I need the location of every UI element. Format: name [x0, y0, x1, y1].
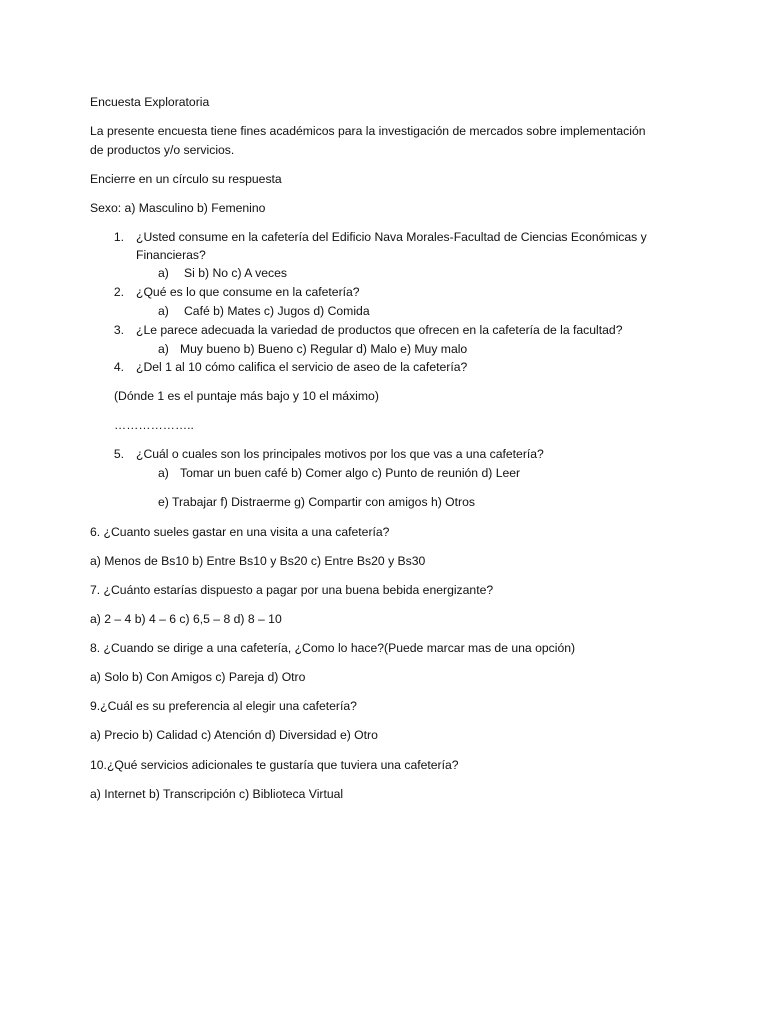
instruction-text: Encierre en un círculo su respuesta	[90, 172, 282, 186]
q1-text-line-2: Financieras?	[136, 248, 206, 262]
intro-line-2: de productos y/o servicios.	[90, 143, 235, 157]
q7-answers: a) 2 – 4 b) 4 – 6 c) 6,5 – 8 d) 8 – 10	[90, 612, 282, 626]
q3-number: 3.	[113, 323, 124, 337]
q2-text: ¿Qué es lo que consume en la cafetería?	[136, 285, 360, 299]
q2-number: 2.	[113, 285, 124, 299]
q4-number: 4.	[113, 360, 124, 374]
q9-answers: a) Precio b) Calidad c) Atención d) Diversidad e) Otro	[90, 728, 378, 742]
q8-text: 8. ¿Cuando se dirige a una cafetería, ¿Como lo hace?(Puede marcar mas de una opción)	[90, 641, 576, 655]
q2-option-letter: a)	[158, 304, 169, 318]
q2-options: Café b) Mates c) Jugos d) Comida	[184, 304, 370, 318]
q5-text: ¿Cuál o cuales son los principales motivos por los que vas a una cafetería?	[136, 447, 544, 461]
q1-options: Si b) No c) A veces	[184, 266, 287, 280]
intro-line-1: La presente encuesta tiene fines académicos para la investigación de mercados sobre implementación	[90, 124, 646, 138]
q4-note: (Dónde 1 es el puntaje más bajo y 10 el máximo)	[114, 389, 379, 403]
q7-text: 7. ¿Cuánto estarías dispuesto a pagar por una buena bebida energizante?	[90, 583, 494, 597]
sexo-question: Sexo: a) Masculino b) Femenino	[90, 201, 266, 215]
q5-options-line-1: Tomar un buen café b) Comer algo c) Punto de reunión d) Leer	[180, 466, 521, 480]
q3-options: Muy bueno b) Bueno c) Regular d) Malo e) Muy malo	[180, 342, 468, 356]
q10-text: 10.¿Qué servicios adicionales te gustaría que tuviera una cafetería?	[90, 758, 459, 772]
q6-answers: a) Menos de Bs10 b) Entre Bs10 y Bs20 c) Entre Bs20 y Bs30	[90, 554, 426, 568]
q6-text: 6. ¿Cuanto sueles gastar en una visita a una cafetería?	[90, 525, 390, 539]
q5-number: 5.	[113, 447, 124, 461]
q1-text-line-1: ¿Usted consume en la cafetería del Edificio Nava Morales-Facultad de Ciencias Económicas y	[136, 230, 647, 244]
q1-number: 1.	[113, 230, 124, 244]
q1-option-letter: a)	[158, 266, 169, 280]
q3-option-letter: a)	[158, 342, 169, 356]
document-title: Encuesta Exploratoria	[90, 95, 210, 109]
q5-options-line-2: e) Trabajar f) Distraerme g) Compartir con amigos h) Otros	[158, 495, 475, 509]
q3-text: ¿Le parece adecuada la variedad de productos que ofrecen en la cafetería de la facultad?	[136, 323, 623, 337]
q10-answers: a) Internet b) Transcripción c) Biblioteca Virtual	[90, 787, 344, 801]
q8-answers: a) Solo b) Con Amigos c) Pareja d) Otro	[90, 670, 306, 684]
q4-answer-blank: ………………..	[114, 418, 194, 432]
q9-text: 9.¿Cuál es su preferencia al elegir una cafetería?	[90, 699, 357, 713]
q5-option-letter: a)	[158, 466, 169, 480]
q4-text: ¿Del 1 al 10 cómo califica el servicio de aseo de la cafetería?	[136, 360, 468, 374]
